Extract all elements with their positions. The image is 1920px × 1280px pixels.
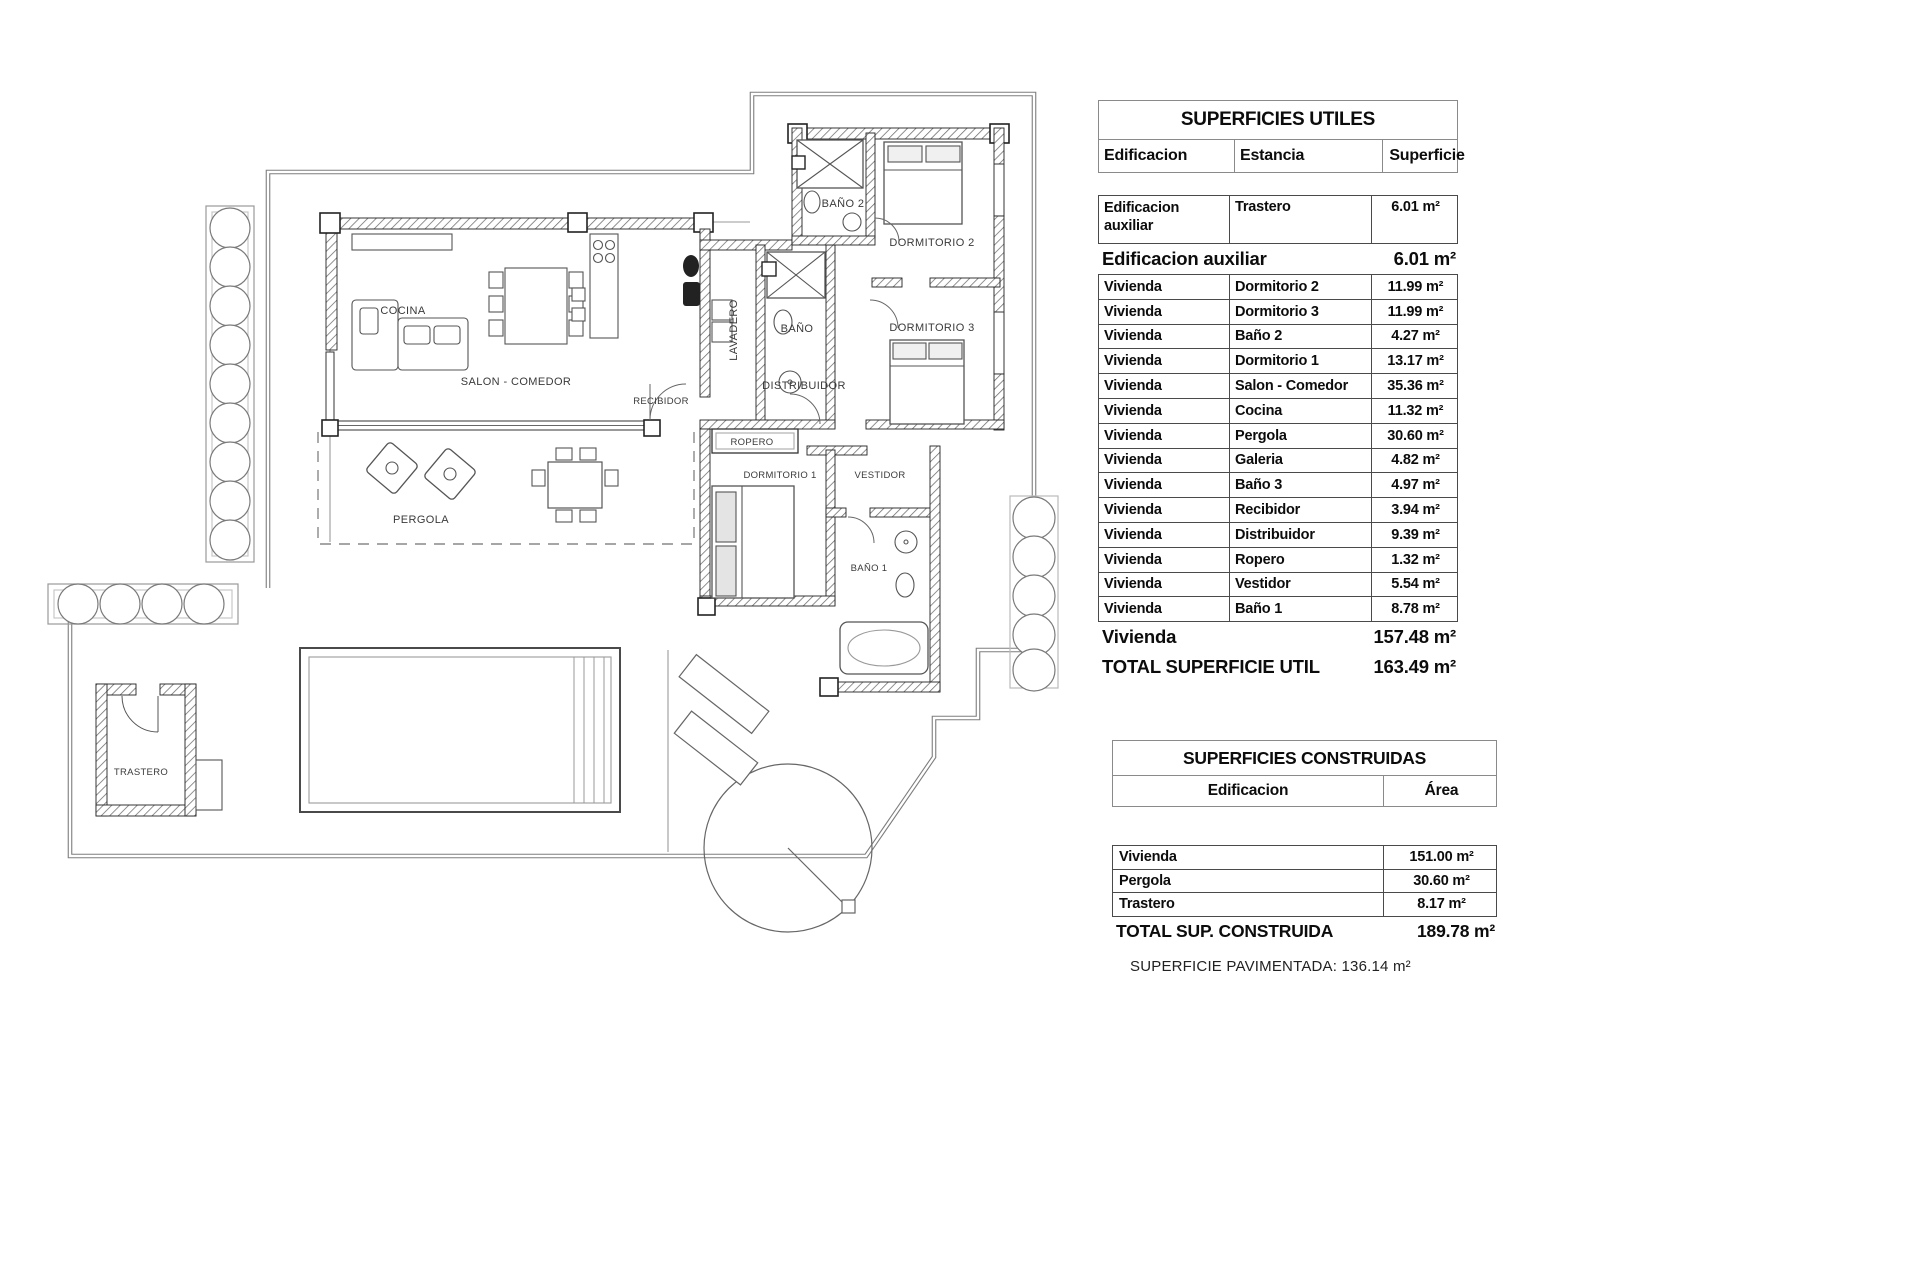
cell-edificacion: Vivienda bbox=[1104, 378, 1162, 395]
cell-estancia: Cocina bbox=[1229, 399, 1371, 423]
cell-estancia: Baño 3 bbox=[1229, 473, 1371, 497]
cell-superficie: 13.17 m² bbox=[1371, 349, 1459, 373]
col-edificacion: Edificacion bbox=[1104, 147, 1188, 164]
cell-superficie: 35.36 m² bbox=[1371, 374, 1459, 398]
room-label-cocina: COCINA bbox=[380, 305, 426, 317]
room-label-salon: SALON - COMEDOR bbox=[460, 376, 572, 388]
superficie-pavimentada-note: SUPERFICIE PAVIMENTADA: 136.14 m² bbox=[1130, 958, 1411, 975]
table-row bbox=[1098, 300, 1458, 325]
cell-superficie: 4.27 m² bbox=[1371, 325, 1459, 349]
aux-subtotal-value: 6.01 m² bbox=[1393, 248, 1456, 269]
column-header-row bbox=[1112, 776, 1497, 807]
room-label-dorm2: DORMITORIO 2 bbox=[889, 237, 975, 249]
cell-superficie: 3.94 m² bbox=[1371, 498, 1459, 522]
table-row bbox=[1098, 195, 1458, 244]
cell-estancia: Vestidor bbox=[1229, 573, 1371, 597]
cell-superficie: 1.32 m² bbox=[1371, 548, 1459, 572]
cell-superficie: 11.99 m² bbox=[1371, 300, 1459, 324]
aux-subtotal-row bbox=[1098, 244, 1458, 274]
pool bbox=[300, 648, 620, 812]
room-label-lavadero: LAVADERO bbox=[728, 299, 740, 361]
cell-superficie: 4.82 m² bbox=[1371, 449, 1459, 473]
table-title: SUPERFICIES UTILES bbox=[1098, 100, 1458, 140]
col-superficie: Superficie bbox=[1382, 140, 1471, 172]
total-util-value: 163.49 m² bbox=[1373, 656, 1456, 678]
cell-estancia: Salon - Comedor bbox=[1229, 374, 1371, 398]
cell-edificacion: Vivienda bbox=[1104, 328, 1162, 345]
construidas-rows bbox=[1112, 845, 1497, 917]
cell-edificacion: Vivienda bbox=[1104, 278, 1162, 295]
cell-area: 30.60 m² bbox=[1383, 870, 1499, 893]
cell-edificacion: Vivienda bbox=[1104, 551, 1162, 568]
cell-edificacion: Vivienda bbox=[1104, 402, 1162, 419]
cell-edificacion: Vivienda bbox=[1104, 303, 1162, 320]
room-label-recibidor: RECIBIDOR bbox=[633, 396, 689, 407]
cell-edificacion: Trastero bbox=[1119, 896, 1175, 913]
table-row bbox=[1098, 498, 1458, 523]
cell-edificacion: Edificacion auxiliar bbox=[1104, 200, 1180, 235]
aux-subtotal-label: Edificacion auxiliar bbox=[1102, 248, 1267, 269]
room-label-ropero: ROPERO bbox=[730, 437, 774, 448]
table-row bbox=[1112, 870, 1497, 894]
cell-edificacion: Vivienda bbox=[1119, 849, 1177, 866]
col-estancia: Estancia bbox=[1234, 140, 1382, 172]
col-area: Área bbox=[1383, 776, 1499, 806]
cell-estancia: Baño 1 bbox=[1229, 597, 1371, 621]
table-row bbox=[1098, 548, 1458, 573]
cell-edificacion: Vivienda bbox=[1104, 452, 1162, 469]
room-label-bano: BAÑO bbox=[780, 323, 814, 335]
table-row bbox=[1098, 473, 1458, 498]
cell-edificacion: Vivienda bbox=[1104, 353, 1162, 370]
cell-superficie: 11.32 m² bbox=[1371, 399, 1459, 423]
vivienda-rows bbox=[1098, 274, 1458, 622]
cell-superficie: 6.01 m² bbox=[1371, 196, 1459, 243]
cell-estancia: Distribuidor bbox=[1229, 523, 1371, 547]
vivienda-subtotal-row bbox=[1098, 622, 1458, 652]
vivienda-subtotal-value: 157.48 m² bbox=[1373, 626, 1456, 648]
cell-superficie: 4.97 m² bbox=[1371, 473, 1459, 497]
total-util-row bbox=[1098, 652, 1458, 682]
cell-estancia: Dormitorio 2 bbox=[1229, 275, 1371, 299]
cell-superficie: 30.60 m² bbox=[1371, 424, 1459, 448]
table-row bbox=[1112, 893, 1497, 917]
cell-edificacion: Vivienda bbox=[1104, 526, 1162, 543]
table-row bbox=[1098, 274, 1458, 300]
vivienda-subtotal-label: Vivienda bbox=[1102, 626, 1177, 648]
cell-area: 8.17 m² bbox=[1383, 893, 1499, 916]
room-label-trastero: TRASTERO bbox=[113, 767, 169, 778]
cell-edificacion: Pergola bbox=[1119, 872, 1171, 889]
room-label-dorm1: DORMITORIO 1 bbox=[743, 470, 817, 481]
cell-estancia: Dormitorio 1 bbox=[1229, 349, 1371, 373]
cell-area: 151.00 m² bbox=[1383, 846, 1499, 869]
trees-left-column bbox=[206, 206, 254, 562]
total-construida-row bbox=[1112, 917, 1497, 947]
table-row bbox=[1098, 523, 1458, 548]
cell-estancia: Trastero bbox=[1229, 196, 1371, 243]
cell-estancia: Recibidor bbox=[1229, 498, 1371, 522]
table-row bbox=[1098, 349, 1458, 374]
total-construida-label: TOTAL SUP. CONSTRUIDA bbox=[1116, 921, 1334, 942]
trees-bottom-row bbox=[48, 584, 238, 624]
superficies-utiles-table bbox=[1098, 100, 1465, 682]
cell-edificacion: Vivienda bbox=[1104, 477, 1162, 494]
cell-superficie: 5.54 m² bbox=[1371, 573, 1459, 597]
room-label-vestidor: VESTIDOR bbox=[854, 470, 906, 481]
room-label-bano2: BAÑO 2 bbox=[821, 198, 865, 210]
cell-superficie: 9.39 m² bbox=[1371, 523, 1459, 547]
table-row bbox=[1098, 573, 1458, 598]
trees-right-column bbox=[1010, 496, 1058, 691]
trastero-building bbox=[96, 684, 222, 816]
room-label-pergola: PERGOLA bbox=[393, 514, 449, 526]
deposit-circle bbox=[674, 655, 872, 932]
superficies-construidas-table bbox=[1112, 740, 1497, 947]
table-row bbox=[1098, 449, 1458, 474]
cell-estancia: Baño 2 bbox=[1229, 325, 1371, 349]
col-edificacion: Edificacion bbox=[1207, 782, 1289, 799]
table-row bbox=[1098, 325, 1458, 350]
pergola-outline bbox=[318, 432, 694, 544]
cell-superficie: 11.99 m² bbox=[1371, 275, 1459, 299]
table-row bbox=[1112, 845, 1497, 870]
cell-edificacion: Vivienda bbox=[1104, 601, 1162, 618]
cell-estancia: Ropero bbox=[1229, 548, 1371, 572]
cell-estancia: Galeria bbox=[1229, 449, 1371, 473]
column-header-row bbox=[1098, 140, 1465, 173]
table-title: SUPERFICIES CONSTRUIDAS bbox=[1112, 740, 1497, 776]
aux-rows bbox=[1098, 195, 1458, 244]
cell-estancia: Pergola bbox=[1229, 424, 1371, 448]
table-row bbox=[1098, 424, 1458, 449]
room-label-dorm3: DORMITORIO 3 bbox=[889, 322, 975, 334]
cell-edificacion: Vivienda bbox=[1104, 502, 1162, 519]
cell-superficie: 8.78 m² bbox=[1371, 597, 1459, 621]
total-util-label: TOTAL SUPERFICIE UTIL bbox=[1102, 656, 1320, 678]
room-label-distribuidor: DISTRIBUIDOR bbox=[762, 380, 846, 392]
table-row bbox=[1098, 399, 1458, 424]
cell-estancia: Dormitorio 3 bbox=[1229, 300, 1371, 324]
room-labels bbox=[380, 197, 974, 574]
table-row bbox=[1098, 374, 1458, 399]
cell-edificacion: Vivienda bbox=[1104, 427, 1162, 444]
room-label-bano1: BAÑO 1 bbox=[850, 563, 888, 574]
total-construida-value: 189.78 m² bbox=[1417, 921, 1495, 942]
table-row bbox=[1098, 597, 1458, 622]
cell-edificacion: Vivienda bbox=[1104, 576, 1162, 593]
